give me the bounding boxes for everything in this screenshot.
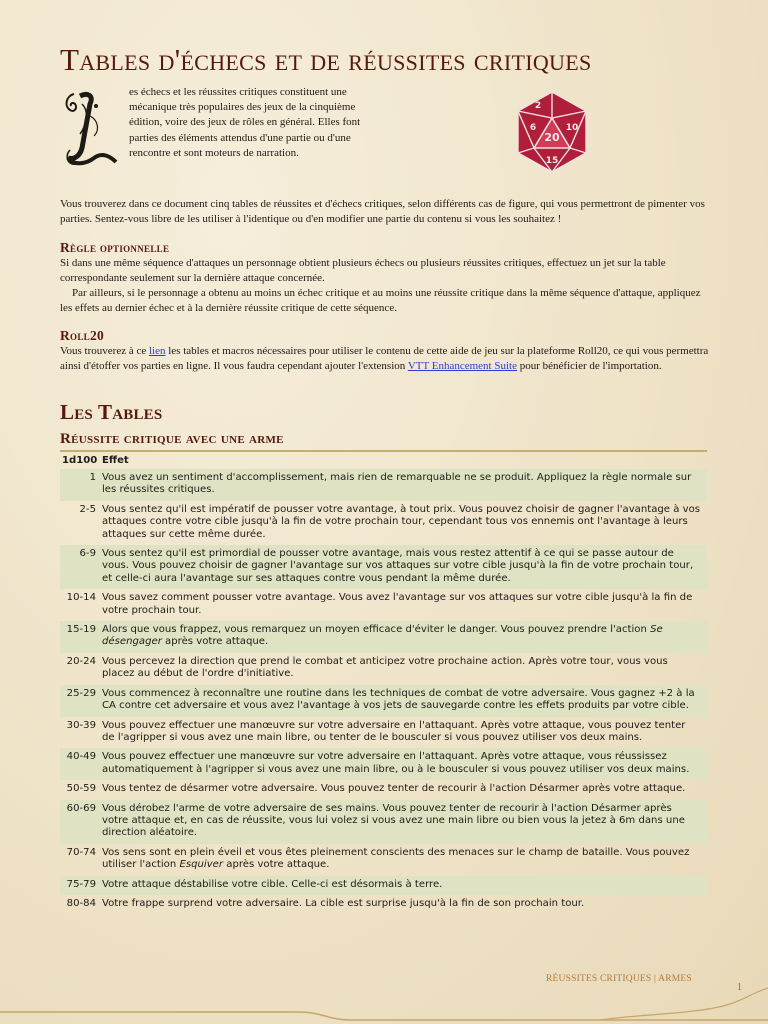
table-cell-roll: 1: [89, 472, 96, 483]
vtt-enhancement-suite-link[interactable]: VTT Enhancement Suite: [407, 360, 517, 373]
intro-paragraph: es échecs et les réussites critiques constituent une mécanique très populaires des jeux de la cinquième édition, voire des jeux de rôles en général. Elles font parties des éléments attendus d'une partie ou d'une rencontre et sont moteurs de narration.: [129, 86, 361, 159]
table-cell-effect: Vous savez comment pousser votre avantage. Vous avez l'avantage sur vos attaques sur votre cible jusqu'à la fin de votre prochain tour.: [102, 592, 693, 616]
table-header-effect: Effet: [102, 455, 129, 467]
table-row: [60, 501, 707, 545]
table-cell-roll: 40-49: [66, 751, 96, 763]
table-cell-effect: Votre frappe surprend votre adversaire. La cible est surprise jusqu'à la fin de son prochain tour.: [102, 897, 585, 909]
action-name: Se désengager: [102, 624, 663, 648]
table-cell-effect: Vous tentez de désarmer votre adversaire. Vous pouvez tenter de recourir à l'action Désarmer après votre attaque.: [102, 783, 686, 795]
effect-text: après votre attaque.: [223, 859, 330, 871]
page-footer: RÉUSSITES CRITIQUES | ARMES: [546, 974, 692, 984]
d20-face-2: 2: [534, 101, 542, 111]
table-cell-roll: 70-74: [66, 846, 96, 858]
roll20-text-1: Vous trouverez à ce: [60, 345, 149, 357]
section-heading-regle: Règle optionnelle: [60, 240, 170, 255]
dropcap-l-ornament: [60, 86, 122, 170]
table-header-row: [60, 454, 707, 469]
table-row: [60, 895, 707, 914]
regle-paragraph-1: Si dans une même séquence d'attaques un personnage obtient plusieurs échecs ou plusieurs réussites critiques, effectuez un jet sur la table correspondante seulement sur la dernière attaque concernée.: [60, 257, 666, 285]
table-cell-effect: [102, 847, 707, 872]
table-cell-effect: Vous percevez la direction que prend le combat et anticipez votre prochaine action. Après votre tour, vous vous placez au début de l'ordre d'initiative.: [102, 655, 668, 680]
table-cell-roll: 50-59: [66, 783, 96, 795]
roll20-text-2: les tables et macros nécessaires pour utiliser le contenu de cette aide de jeu sur la plateforme Roll20, ce qui vous permettra ainsi d'étoffer vos parties en ligne. Il vous faudra cependant ajouter l'extension: [60, 345, 709, 373]
d20-face-15: 15: [545, 156, 559, 166]
intro-paragraph-2: Vous trouverez dans ce document cinq tables de réussites et d'échecs critiques, selon différents cas de figure, qui vous permettront de pimenter vos parties. Sentez-vous libre de les utiliser à l'identique ou d'en modifier une partie du contenu si vous les souhaitez !: [60, 198, 705, 226]
table-cell-roll: 75-79: [66, 878, 96, 890]
d20-face-20: 20: [544, 131, 560, 144]
table-cell-roll: 15-19: [66, 624, 96, 636]
d20-face-10: 10: [565, 123, 579, 133]
table-cell-effect: Vous avez un sentiment d'accomplissement, mais rien de remarquable ne se produit. Appliquez la règle normale sur les réussites critiques.: [102, 472, 692, 496]
effect-text: Vos sens sont en plein éveil et vous êtes pleinement conscients des menaces sur le champ de bataille. Vous pouvez utiliser l'action: [102, 846, 690, 871]
table-row: [60, 685, 707, 717]
critical-table: [60, 454, 707, 914]
table-cell-effect: Vous commencez à reconnaître une routine dans les techniques de combat de votre adversaire. Vous gagnez +2 à la CA contre cet adversaire et vous avez l'avantage à vos jets de sauvegarde contre les effets produits par votre cible.: [102, 687, 695, 712]
table-row: [60, 780, 707, 799]
section-heading-roll20: Roll20: [60, 328, 105, 343]
page-border-ornament: [0, 984, 768, 1024]
table-row: [60, 748, 707, 780]
roll20-paragraph: [60, 344, 710, 374]
action-name: Esquiver: [179, 859, 224, 871]
d20-dice-icon: [514, 90, 590, 174]
table-row: [60, 469, 707, 501]
effect-text: après votre attaque.: [161, 636, 269, 648]
table-row: [60, 545, 707, 589]
table-cell-effect: Vous pouvez effectuer une manœuvre sur votre adversaire en l'attaquant. Après votre attaque, vous réussissez automatiquement à l'agripper si vous avez une main libre, ou à le bousculer si vous pouvez utiliser vos deux mains.: [102, 751, 690, 775]
table-cell-roll: 6-9: [79, 548, 96, 560]
page-number: 1: [737, 982, 742, 993]
table-cell-effect: Votre attaque déstabilise votre cible. Celle-ci est désormais à terre.: [102, 878, 443, 890]
table-row: [60, 800, 707, 844]
tables-heading: Les Tables: [60, 400, 163, 424]
table-cell-roll: 20-24: [66, 655, 96, 667]
table-cell-roll: 25-29: [66, 687, 96, 699]
table-cell-roll: 2-5: [79, 503, 96, 515]
table-header-roll: 1d100: [62, 455, 98, 467]
table-row: [60, 876, 707, 895]
table-row: [60, 844, 707, 876]
table-row: [60, 653, 707, 685]
table-cell-roll: 60-69: [66, 802, 96, 814]
d20-face-6: 6: [529, 123, 537, 133]
table-row: [60, 621, 707, 653]
table-cell-roll: 30-39: [66, 719, 96, 731]
page-title: Tables d'échecs et de réussites critiques: [60, 42, 592, 77]
table-cell-effect: [102, 624, 707, 649]
table-cell-effect: Vous sentez qu'il est primordial de pousser votre avantage, mais vous restez attentif à ce qui se passe autour de vous. Vous pouvez choisir de gagner l'avantage sur vos attaques sur votre cible jusqu'à la fin de votre prochain tour, et celle-ci aura l'avantage sur ses attaques contre vous pendant la même durée.: [102, 548, 694, 584]
table-cell-effect: Vous sentez qu'il est impératif de pousser votre avantage, à tout prix. Vous pouvez choisir de gagner l'avantage à vos attaques contre votre cible jusqu'à la fin de votre prochain tour, cependant tous vos ennemis ont l'avantage à leurs attaques sur cette même durée.: [102, 503, 701, 540]
table-cell-roll: 80-84: [66, 897, 96, 909]
roll20-text-3: pour bénéficier de l'importation.: [516, 360, 662, 373]
effect-text: Alors que vous frappez, vous remarquez un moyen efficace d'éviter le danger. Vous pouvez prendre l'action: [102, 624, 651, 636]
table-heading-arme: Réussite critique avec une arme: [60, 431, 707, 452]
table-cell-effect: Vous dérobez l'arme de votre adversaire de ses mains. Vous pouvez tenter de recourir à l'action Désarmer après votre attaque et, en cas de réussite, vous lui volez si vous avez une main libre ou bien vous la jetez à 6m dans une direction aléatoire.: [102, 802, 685, 839]
table-cell-roll: 10-14: [66, 592, 96, 604]
table-cell-effect: Vous pouvez effectuer une manœuvre sur votre adversaire en l'attaquant. Après votre attaque, vous pouvez tenter de l'agripper si vous avez une main libre, ou tenter de le bousculer si vous pouvez utiliser vos deux mains.: [102, 719, 686, 743]
table-row: [60, 717, 707, 749]
table-row: [60, 589, 707, 621]
regle-paragraph-2: Par ailleurs, si le personnage a obtenu au moins un échec critique et au moins une réussite critique dans la même séquence d'attaque, appliquez les effets au dernier échec et à la dernière réussite critique de cette séquence.: [60, 287, 701, 315]
roll20-link[interactable]: lien: [148, 345, 166, 357]
